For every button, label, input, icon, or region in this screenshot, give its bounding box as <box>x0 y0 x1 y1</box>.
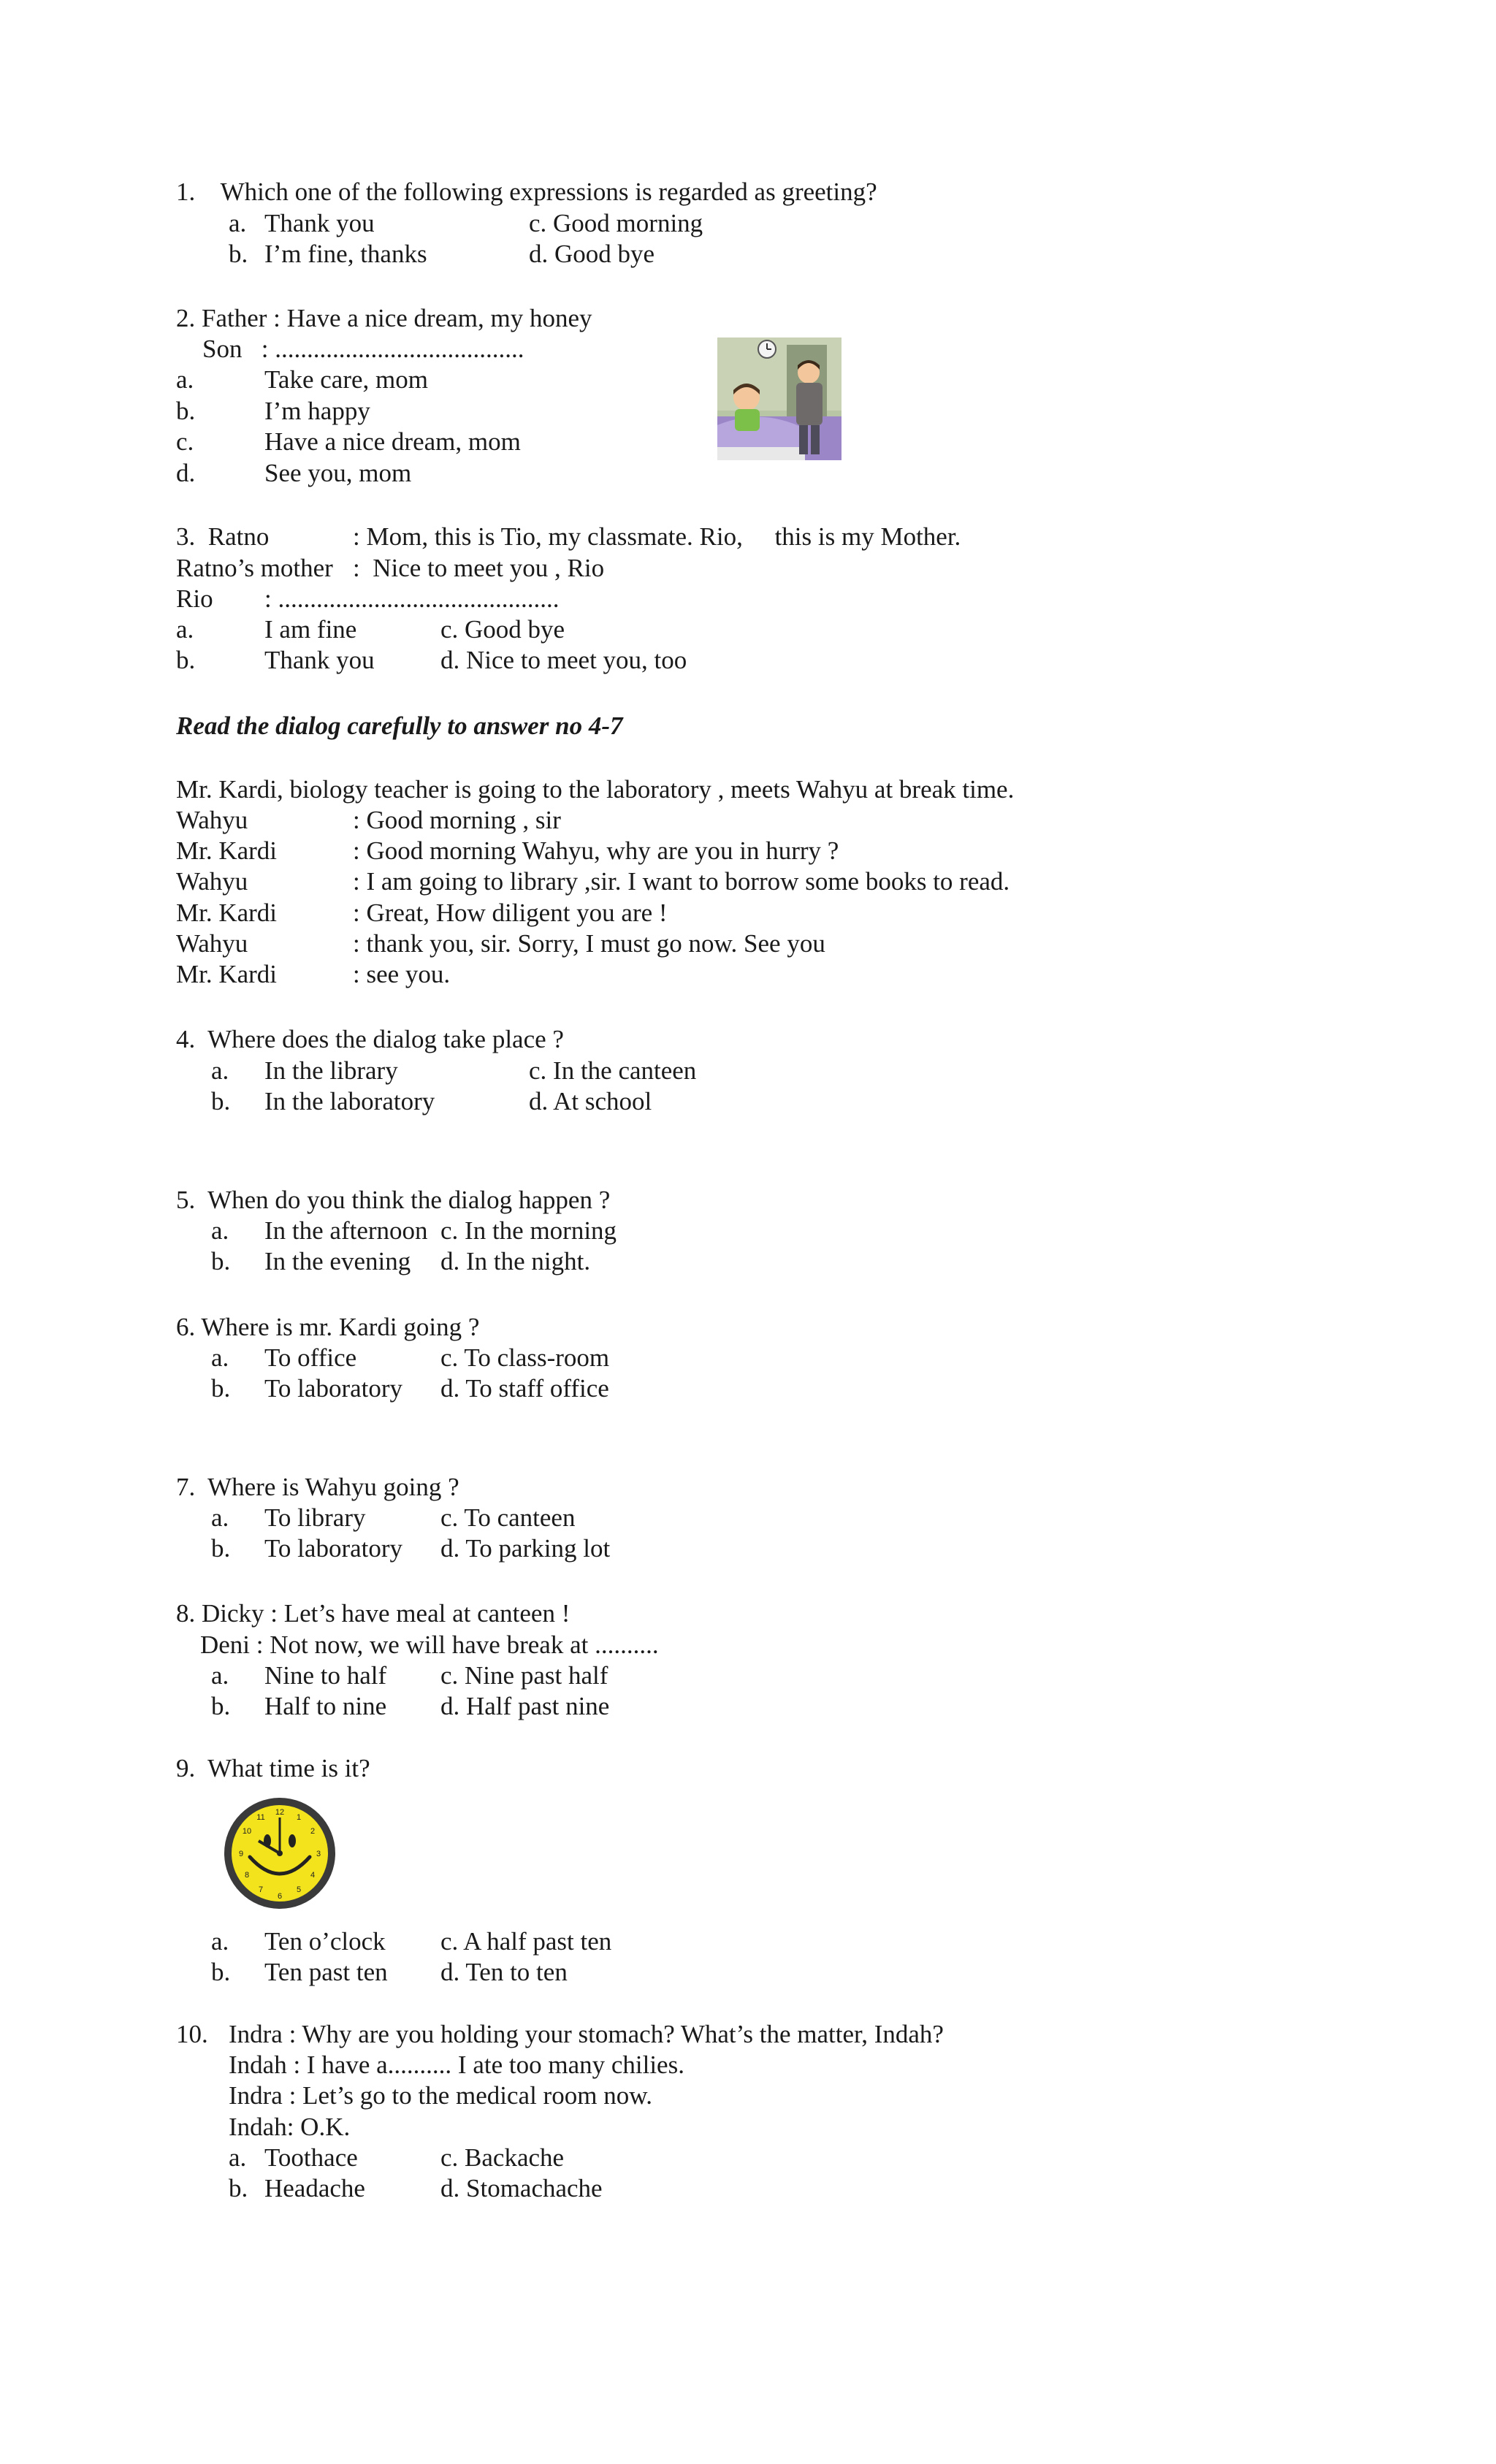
q8-option-c: c. Nine past half <box>440 1661 608 1690</box>
svg-text:6: 6 <box>277 1892 283 1901</box>
q3-option-a: I am fine <box>264 615 357 644</box>
q3-option-c: c. Good bye <box>440 615 565 644</box>
q9-option-d: d. Ten to ten <box>440 1958 568 1986</box>
father-son-illustration <box>717 337 842 460</box>
q10-line: Indah: O.K. <box>229 2113 351 2141</box>
q1-option-b: I’m fine, thanks <box>264 240 427 268</box>
dialog-line: : see you. <box>353 960 451 988</box>
q10-option-d: d. Stomachache <box>440 2174 603 2202</box>
q2-option-c-label: c. <box>176 427 194 456</box>
q1-option-b-label: b. <box>229 240 248 268</box>
q5-option-a: In the afternoon <box>264 1216 428 1245</box>
q1-option-a-label: a. <box>229 209 247 237</box>
q7-question: 7. Where is Wahyu going ? <box>176 1473 459 1501</box>
q2-option-c: Have a nice dream, mom <box>264 427 521 456</box>
q3-rio-line: : ............................................ <box>264 584 560 613</box>
q2-option-b: I’m happy <box>264 397 370 425</box>
q2-father-line: 2. Father : Have a nice dream, my honey <box>176 304 592 332</box>
dialog-line: : I am going to library ,sir. I want to borrow some books to read. <box>353 867 1010 896</box>
q9-option-a: Ten o’clock <box>264 1927 386 1956</box>
q9-question: 9. What time is it? <box>176 1754 370 1782</box>
q2-option-a: Take care, mom <box>264 365 428 394</box>
q2-option-a-label: a. <box>176 365 194 394</box>
q8-deni-line: Deni : Not now, we will have break at .......... <box>200 1630 659 1659</box>
q4-option-a: In the library <box>264 1056 398 1085</box>
q6-option-b-label: b. <box>211 1374 231 1403</box>
q10-option-a: Toothace <box>264 2143 358 2172</box>
q4-option-b-label: b. <box>211 1087 231 1115</box>
q3-mother-line: : Nice to meet you , Rio <box>353 554 605 582</box>
dialog-intro: Mr. Kardi, biology teacher is going to the laboratory , meets Wahyu at break time. <box>176 775 1015 804</box>
svg-text:1: 1 <box>296 1813 302 1822</box>
q8-option-a-label: a. <box>211 1661 229 1690</box>
q3-option-d: d. Nice to meet you, too <box>440 646 687 674</box>
q7-option-a-label: a. <box>211 1503 229 1532</box>
dialog-speaker: Mr. Kardi <box>176 836 278 865</box>
q1-question: 1. Which one of the following expressions is regarded as greeting? <box>176 178 877 206</box>
q3-ratno-speaker: 3. Ratno <box>176 522 270 551</box>
q10-number: 10. <box>176 2020 208 2048</box>
q7-option-d: d. To parking lot <box>440 1534 611 1563</box>
q6-option-d: d. To staff office <box>440 1374 609 1403</box>
svg-text:12: 12 <box>275 1808 285 1817</box>
dialog-speaker: Wahyu <box>176 806 248 834</box>
q10-option-c: c. Backache <box>440 2143 565 2172</box>
q6-question: 6. Where is mr. Kardi going ? <box>176 1313 480 1341</box>
svg-text:8: 8 <box>244 1871 250 1880</box>
q3-ratno-line: : Mom, this is Tio, my classmate. Rio, this is my Mother. <box>353 522 961 551</box>
dialog-speaker: Mr. Kardi <box>176 960 278 988</box>
q1-option-a: Thank you <box>264 209 375 237</box>
smiley-clock-icon <box>222 1796 337 1911</box>
dialog-line: : thank you, sir. Sorry, I must go now. See you <box>353 929 825 958</box>
q5-option-b-label: b. <box>211 1247 231 1275</box>
q7-option-b-label: b. <box>211 1534 231 1563</box>
svg-text:2: 2 <box>310 1827 316 1836</box>
q5-option-c: c. In the morning <box>440 1216 617 1245</box>
q10-line: Indah : I have a.......... I ate too many chilies. <box>229 2051 684 2079</box>
q2-option-d-label: d. <box>176 459 196 487</box>
q1-option-c: c. Good morning <box>529 209 703 237</box>
dialog-line: : Good morning Wahyu, why are you in hurry ? <box>353 836 839 865</box>
svg-text:4: 4 <box>310 1871 316 1880</box>
q3-rio-speaker: Rio <box>176 584 213 613</box>
q7-option-c: c. To canteen <box>440 1503 576 1532</box>
q1-option-d: d. Good bye <box>529 240 655 268</box>
q10-line: Indra : Let’s go to the medical room now. <box>229 2081 652 2110</box>
q8-dicky-line: 8. Dicky : Let’s have meal at canteen ! <box>176 1599 570 1628</box>
q8-option-d: d. Half past nine <box>440 1692 610 1720</box>
q9-option-b-label: b. <box>211 1958 231 1986</box>
q6-option-a-label: a. <box>211 1343 229 1372</box>
q4-option-a-label: a. <box>211 1056 229 1085</box>
q3-mother-speaker: Ratno’s mother <box>176 554 333 582</box>
q2-son-line: Son : ....................................... <box>202 335 524 363</box>
dialog-instruction: Read the dialog carefully to answer no 4-7 <box>176 712 623 740</box>
q3-option-a-label: a. <box>176 615 194 644</box>
q6-option-a: To office <box>264 1343 357 1372</box>
q4-question: 4. Where does the dialog take place ? <box>176 1025 564 1053</box>
q6-option-b: To laboratory <box>264 1374 403 1403</box>
svg-text:11: 11 <box>256 1813 265 1822</box>
q3-option-b: Thank you <box>264 646 375 674</box>
q7-option-b: To laboratory <box>264 1534 403 1563</box>
q5-option-b: In the evening <box>264 1247 411 1275</box>
q8-option-b-label: b. <box>211 1692 231 1720</box>
q7-option-a: To library <box>264 1503 366 1532</box>
q10-line: Indra : Why are you holding your stomach? What’s the matter, Indah? <box>229 2020 944 2048</box>
q4-option-b: In the laboratory <box>264 1087 435 1115</box>
q6-option-c: c. To class-room <box>440 1343 610 1372</box>
q10-option-a-label: a. <box>229 2143 247 2172</box>
q9-option-a-label: a. <box>211 1927 229 1956</box>
svg-text:10: 10 <box>242 1827 252 1836</box>
q5-question: 5. When do you think the dialog happen ? <box>176 1186 611 1214</box>
dialog-speaker: Mr. Kardi <box>176 899 278 927</box>
q4-option-c: c. In the canteen <box>529 1056 697 1085</box>
svg-text:3: 3 <box>316 1850 321 1858</box>
q5-option-a-label: a. <box>211 1216 229 1245</box>
q10-option-b-label: b. <box>229 2174 248 2202</box>
q8-option-a: Nine to half <box>264 1661 387 1690</box>
q4-option-d: d. At school <box>529 1087 652 1115</box>
q8-option-b: Half to nine <box>264 1692 387 1720</box>
dialog-line: : Good morning , sir <box>353 806 561 834</box>
q9-option-b: Ten past ten <box>264 1958 388 1986</box>
svg-text:5: 5 <box>296 1885 302 1894</box>
q5-option-d: d. In the night. <box>440 1247 591 1275</box>
dialog-line: : Great, How diligent you are ! <box>353 899 668 927</box>
q9-option-c: c. A half past ten <box>440 1927 612 1956</box>
dialog-speaker: Wahyu <box>176 867 248 896</box>
q2-option-d: See you, mom <box>264 459 412 487</box>
dialog-speaker: Wahyu <box>176 929 248 958</box>
q2-option-b-label: b. <box>176 397 196 425</box>
q3-option-b-label: b. <box>176 646 196 674</box>
svg-text:7: 7 <box>258 1885 264 1894</box>
q10-option-b: Headache <box>264 2174 365 2202</box>
svg-text:9: 9 <box>238 1850 244 1858</box>
